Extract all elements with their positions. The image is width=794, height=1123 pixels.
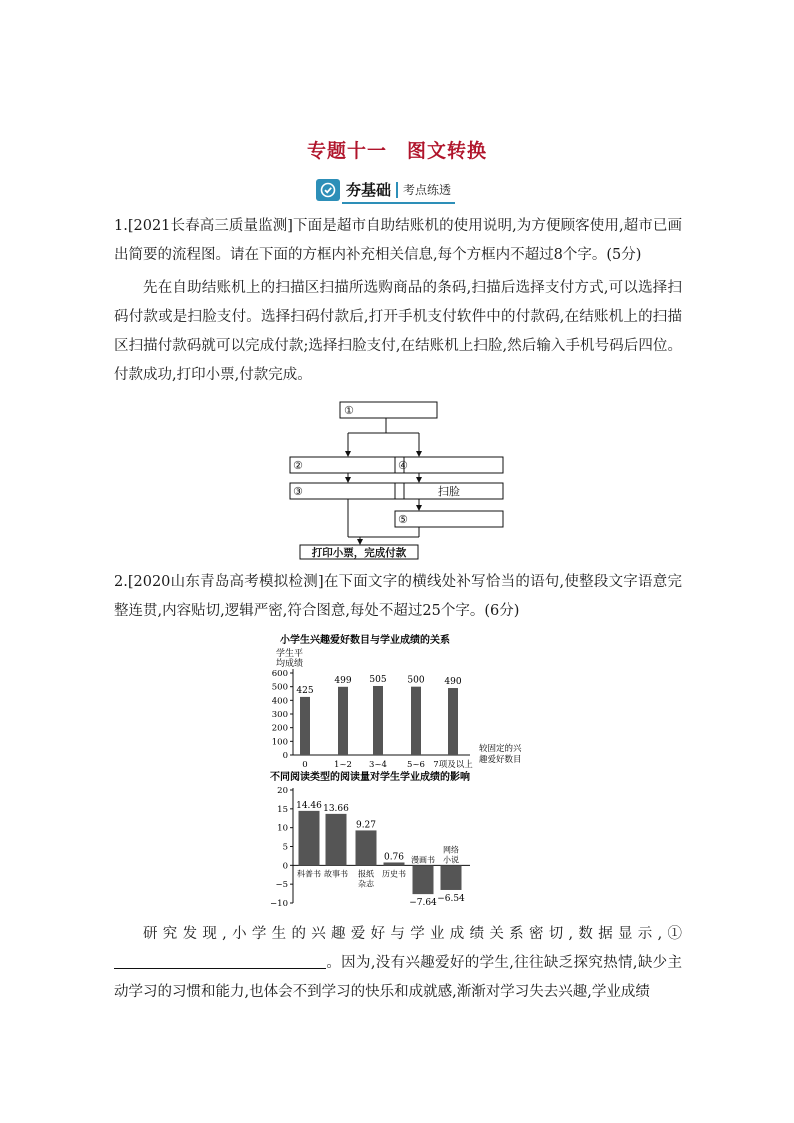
banner-sub-text: 考点练透 [403, 183, 452, 197]
page-title: 专题十一 图文转换 [306, 140, 487, 162]
chart1-value-label: 505 [369, 674, 387, 685]
chart1-bar [300, 697, 310, 755]
chart1-ytick-label: 0 [282, 751, 288, 761]
chart1-title: 小学生兴趣爱好数目与学业成绩的关系 [280, 635, 450, 646]
flow-box-4-text: ④ [398, 459, 408, 472]
flow-box-3-text: ③ [293, 485, 303, 498]
chart2-bar [356, 830, 377, 865]
answer-blank-1[interactable] [114, 954, 326, 969]
chart1-category-label: 0 [302, 760, 308, 770]
chart1-bar [448, 688, 458, 755]
chart1-bar [338, 687, 348, 755]
banner-main-text: 夯基础 [346, 181, 392, 199]
chart1-xlabel-line2: 趣爱好数目 [479, 755, 522, 765]
chart2-category-label-line2: 小说 [443, 855, 459, 865]
chart1-bar [411, 687, 421, 755]
chart1-category-label: 3~4 [369, 760, 387, 770]
chart2-bar [326, 814, 347, 865]
chart2-ytick-label: 0 [282, 861, 288, 872]
chart1-ylabel-line1: 学生平 [276, 649, 304, 659]
question-2-stem: 2.[2020山东青岛高考模拟检测]在下面文字的横线处补写恰当的语句,使整段文字语意完整连贯,内容贴切,逻辑严密,符合图意,每处不超过25个字。(6分) [114, 574, 682, 619]
chart2-value-label: 14.46 [296, 800, 322, 811]
passage-rest: 。因为,没有兴趣爱好的学生,往往缺乏探究热情,缺少主动学习的习惯和能力,也体会不到学习的快乐和成就感,渐渐对学习失去兴趣,学业成绩 [114, 955, 682, 1000]
chart2-ytick-label: −5 [275, 880, 288, 891]
question-2-passage [114, 920, 682, 1007]
chart1-value-label: 425 [296, 685, 314, 696]
flow-box-2-text: ② [293, 459, 303, 472]
chart1-value-label: 500 [407, 675, 425, 686]
chart1-xlabel-line1: 较固定的兴 [479, 744, 522, 754]
chart2-value-label: 13.66 [323, 803, 349, 814]
question-1-passage: 先在自助结账机上的扫描区扫描所选购商品的条码,扫描后选择支付方式,可以选择扫码付款或是扫脸支付。选择扫码付款后,打开手机支付软件中的付款码,在结账机上的扫描区扫描付款码就可以完成付款;选择扫脸支付,在结账机上扫脸,然后输入手机号码后四位。付款成功,打印小票,付款完成。 [114, 280, 682, 383]
chart1-category-label: 7项及以上 [433, 760, 473, 770]
chart2-value-label: 0.76 [383, 852, 405, 863]
chart2-ytick-label: 20 [277, 786, 288, 796]
chart2-ytick-label: −10 [270, 899, 288, 909]
chart2-category-label-line1: 网络 [443, 845, 459, 855]
flow-box-1-text: ① [344, 404, 354, 417]
chart1-category-label: 5~6 [407, 760, 425, 770]
chart1-ytick-label: 500 [271, 682, 288, 693]
chart2-bar [441, 865, 462, 890]
chart1-ytick-label: 300 [271, 710, 288, 720]
chart2-bar [413, 865, 434, 894]
chart2-title: 不同阅读类型的阅读量对学生学业成绩的影响 [270, 772, 470, 783]
chart2-category-label: 科普书 [297, 869, 321, 879]
chart2-value-label: −7.64 [409, 898, 437, 909]
chart1-value-label: 490 [444, 677, 462, 688]
flow-scan-text: 扫脸 [438, 485, 460, 498]
passage-start: 研究发现,小学生的兴趣爱好与学业成绩关系密切,数据显示,① [143, 926, 682, 942]
chart1-category-label: 1~2 [334, 760, 352, 770]
chart1-ytick-label: 200 [271, 723, 288, 734]
chart2-value-label: 9.27 [355, 820, 377, 831]
chart1-ytick-label: 100 [271, 737, 288, 748]
flow-end-text: 打印小票，完成付款 [311, 547, 407, 559]
chart2-ytick-label: 15 [277, 804, 288, 815]
chart1-bar [373, 686, 383, 755]
chart2-ytick-label: 10 [277, 823, 288, 834]
chart1-value-label: 499 [334, 675, 352, 686]
chart2-bar [384, 862, 405, 865]
chart1-ytick-label: 600 [271, 669, 288, 679]
chart2-ytick-label: 5 [282, 842, 288, 853]
chart2-category-label: 漫画书 [411, 855, 435, 865]
chart1-ylabel-line2: 均成绩 [276, 659, 304, 669]
chart2-category-label-line1: 报纸 [358, 869, 374, 879]
chart2-bar [299, 811, 320, 865]
chart2-category-label: 故事书 [324, 869, 348, 879]
chart2-category-label: 历史书 [382, 869, 406, 879]
chart2-value-label: −6.54 [437, 893, 465, 904]
question-1-stem: 1.[2021长春高三质量监测]下面是超市自助结账机的使用说明,为方便顾客使用,超市已画出简要的流程图。请在下面的方框内补充相关信息,每个方框内不超过8个字。(5分) [114, 218, 682, 263]
flow-box-5-text: ⑤ [398, 513, 408, 526]
chart1-ytick-label: 400 [271, 696, 288, 707]
chart2-category-label-line2: 杂志 [358, 879, 374, 889]
